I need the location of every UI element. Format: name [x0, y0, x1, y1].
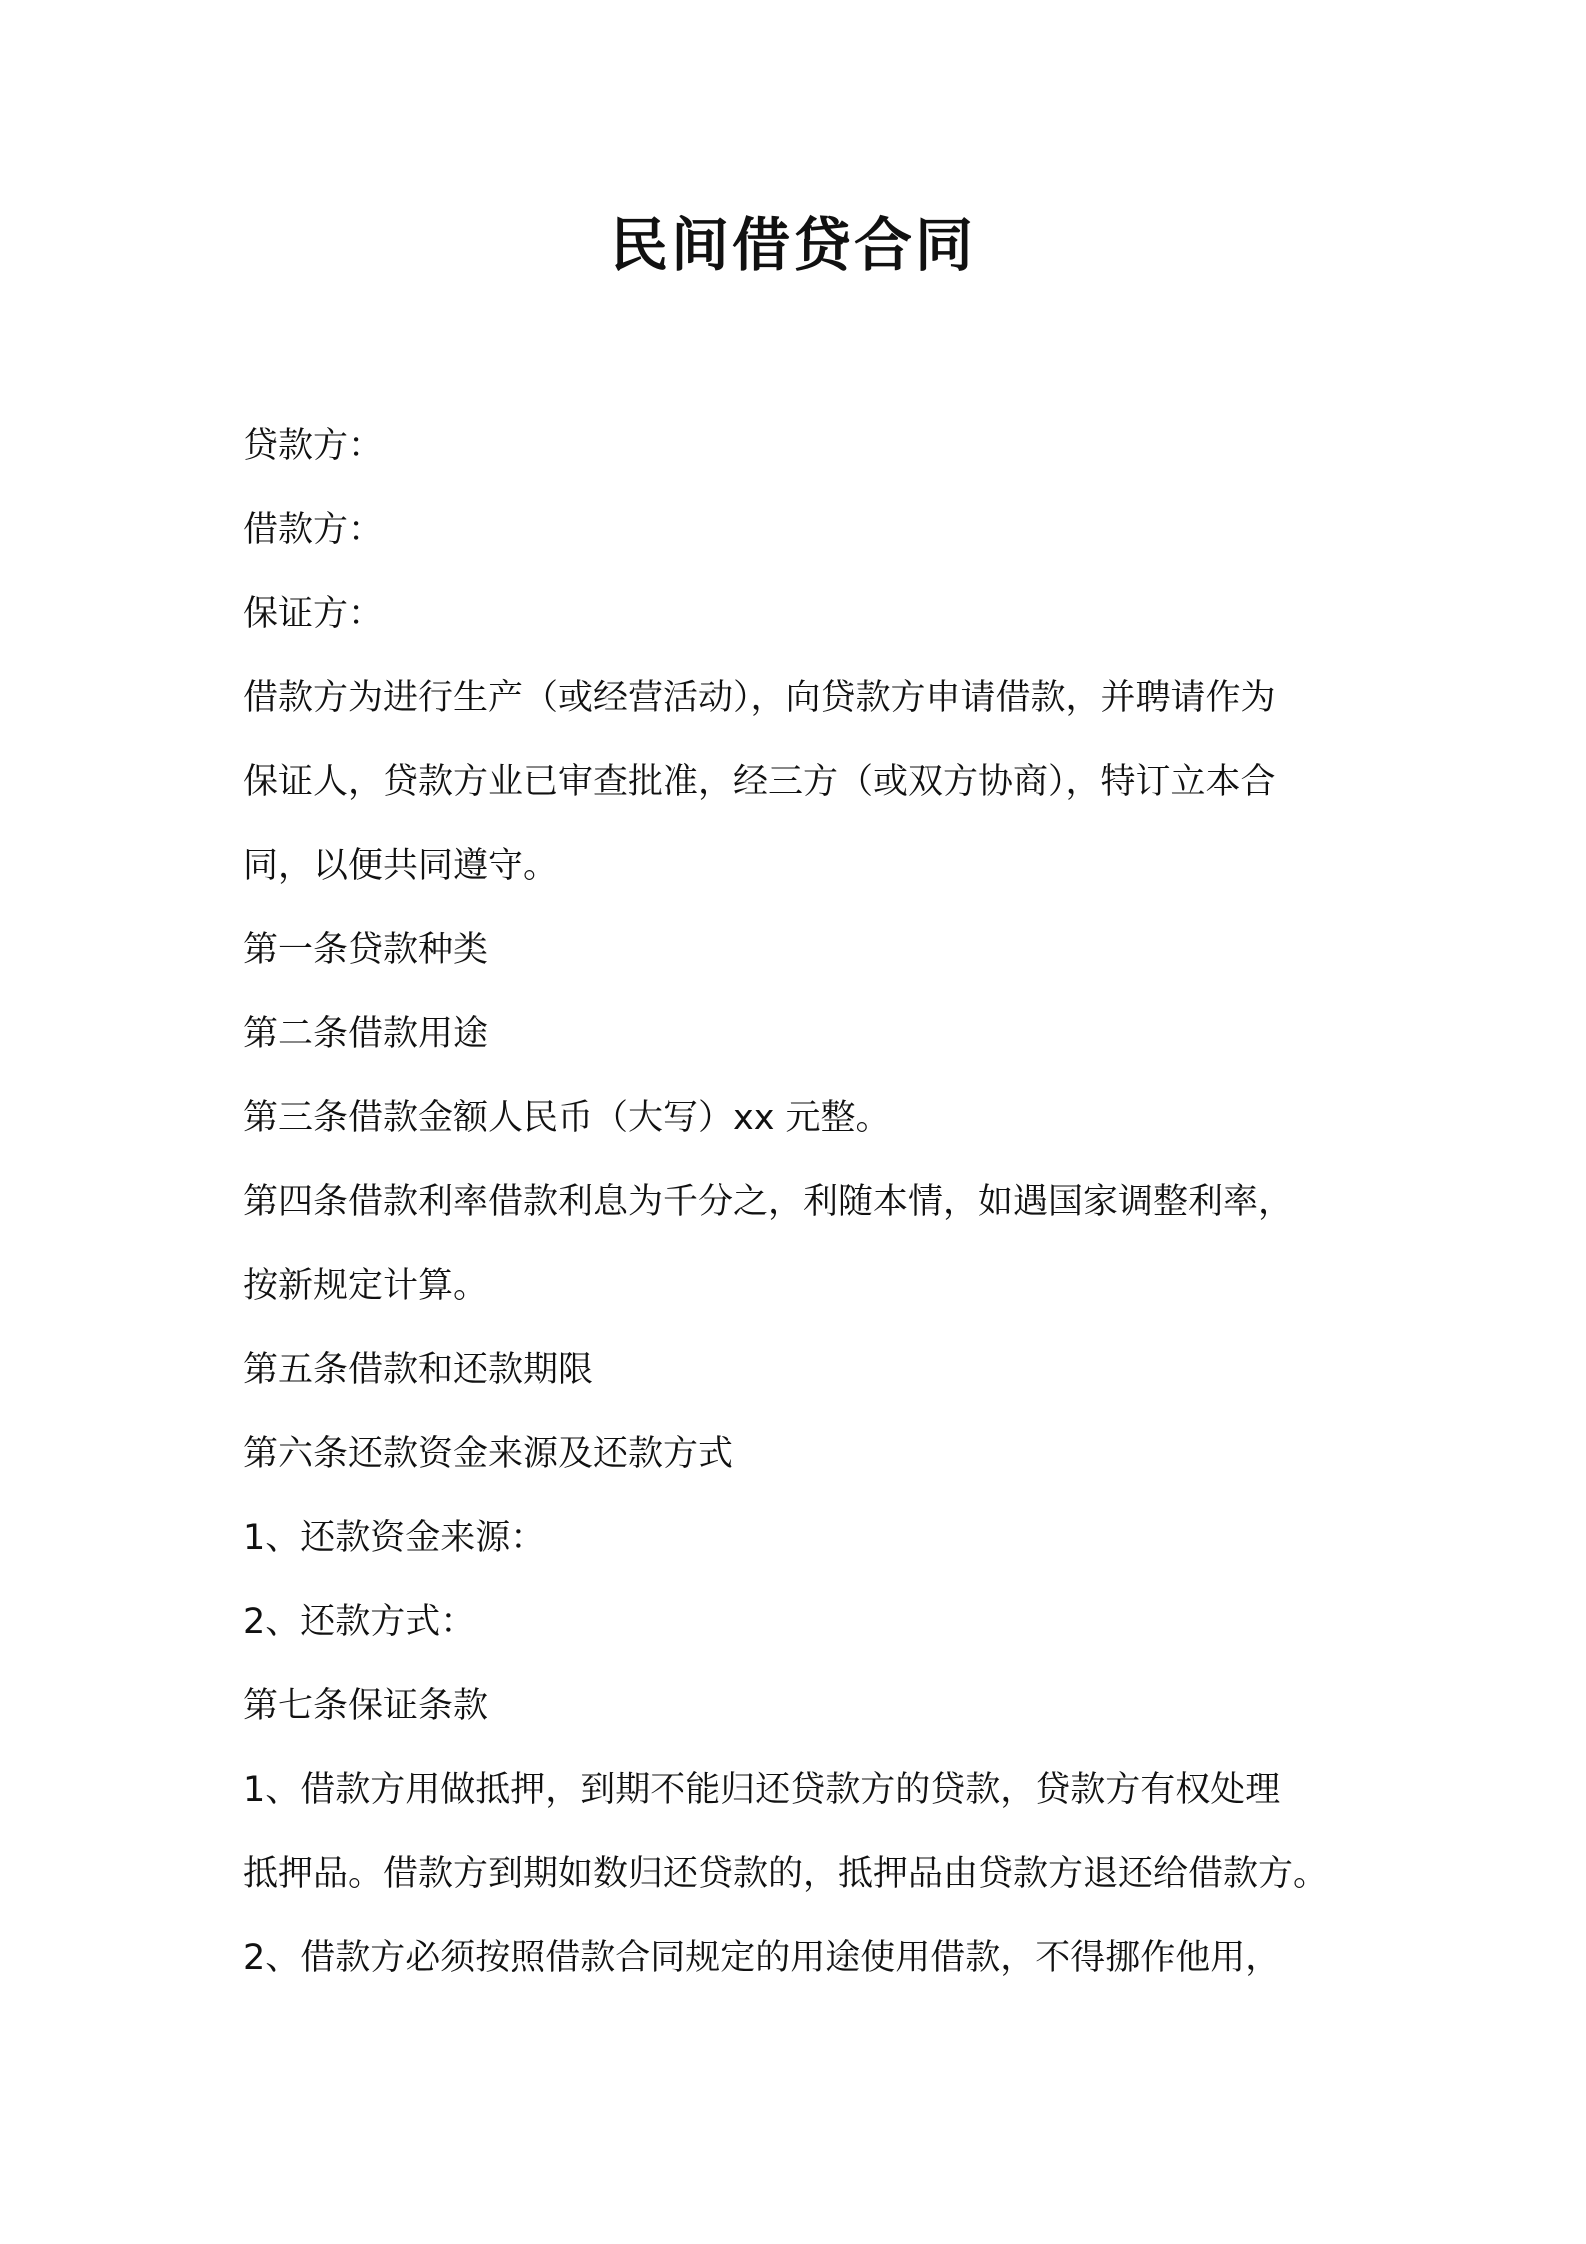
text-line: 2、借款方必须按照借款合同规定的用途使用借款，不得挪作他用， — [243, 1938, 1281, 1978]
paragraph-preamble — [243, 656, 1363, 908]
text-line: 保证方： — [243, 594, 384, 634]
paragraph-guarantor — [243, 572, 1363, 656]
text-line: 借款方： — [243, 510, 384, 550]
text-line: 第二条借款用途 — [243, 1014, 489, 1054]
article-3 — [243, 1076, 1363, 1160]
article-2 — [243, 992, 1363, 1076]
article-7 — [243, 1664, 1363, 1748]
article-1 — [243, 908, 1363, 992]
text-line: 第四条借款利率借款利息为千分之，利随本情，如遇国家调整利率， — [243, 1182, 1294, 1222]
text-line: 1、借款方用做抵押，到期不能归还贷款方的贷款，贷款方有权处理 — [243, 1770, 1281, 1810]
text-line: 第三条借款金额人民币（大写）xx 元整。 — [243, 1098, 891, 1138]
text-line: 抵押品。借款方到期如数归还贷款的，抵押品由贷款方退还给借款方。 — [243, 1854, 1329, 1894]
article-6 — [243, 1412, 1363, 1496]
article-6-item-1 — [243, 1496, 1363, 1580]
text-line: 按新规定计算。 — [243, 1266, 489, 1306]
document-title: 民间借贷合同 — [609, 211, 976, 279]
article-7-item-1 — [243, 1748, 1363, 1916]
text-line: 第六条还款资金来源及还款方式 — [243, 1434, 734, 1474]
text-line: 第五条借款和还款期限 — [243, 1350, 594, 1390]
article-6-item-2 — [243, 1580, 1363, 1664]
text-line: 2、还款方式： — [243, 1602, 476, 1642]
text-line: 借款方为进行生产（或经营活动），向贷款方申请借款，并聘请作为 — [243, 678, 1276, 718]
text-line: 同，以便共同遵守。 — [243, 846, 559, 886]
paragraph-lender — [243, 404, 1363, 488]
article-4 — [243, 1160, 1363, 1328]
text-line: 1、还款资金来源： — [243, 1518, 546, 1558]
paragraph-borrower — [243, 488, 1363, 572]
article-5 — [243, 1328, 1363, 1412]
article-7-item-2 — [243, 1916, 1363, 2000]
text-line: 贷款方： — [243, 426, 384, 466]
document-body — [243, 404, 1363, 2000]
text-line: 第七条保证条款 — [243, 1686, 489, 1726]
text-line: 保证人，贷款方业已审查批准，经三方（或双方协商），特订立本合 — [243, 762, 1276, 802]
text-line: 第一条贷款种类 — [243, 930, 489, 970]
